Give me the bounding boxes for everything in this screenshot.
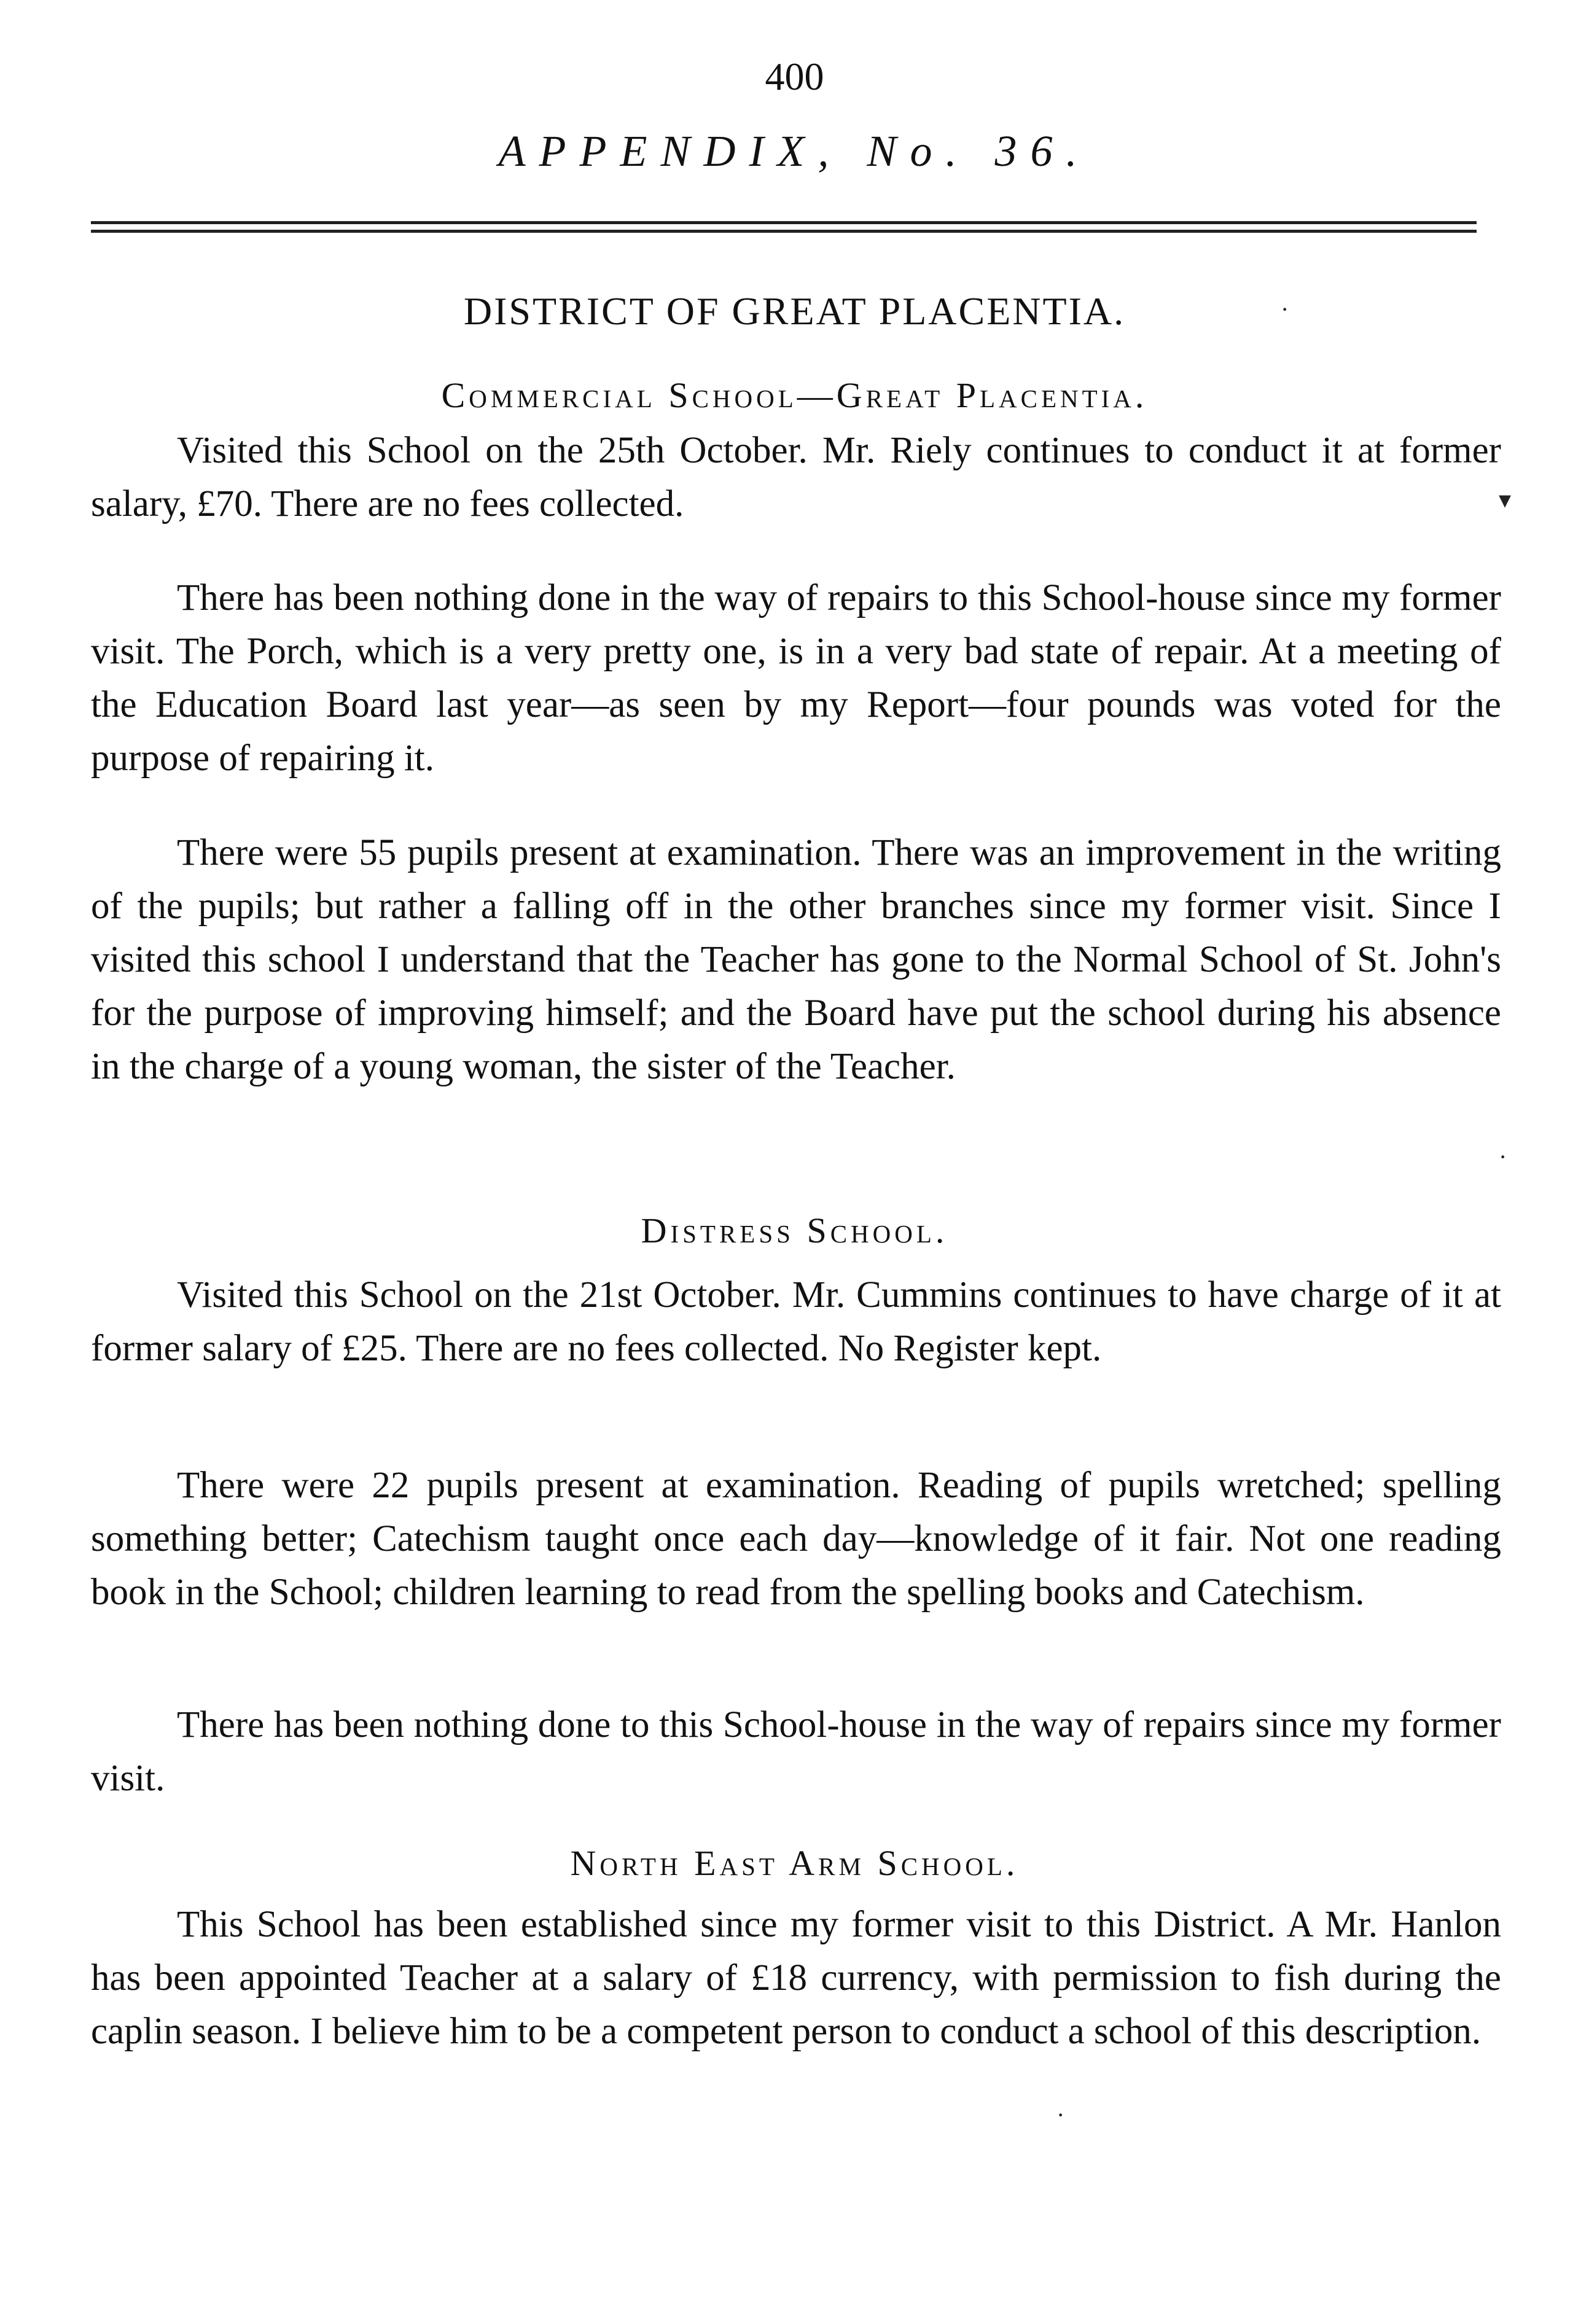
paragraph: There were 55 pupils present at examination. There was an improvement in the writing of the pupils; but rather a falling off in the other branches since my former visit. Since I visited this school I understand that the Teacher has gone to the Normal School of St. John's for the purpose of improving himself; and the Board have put the school during his absence in the charge of a young woman, the sister of the Teacher.	[91, 832, 1501, 1087]
district-title: DISTRICT OF GREAT PLACENTIA.	[463, 289, 1126, 333]
print-mark: ·	[1281, 295, 1289, 323]
print-mark: ▾	[1499, 486, 1512, 513]
appendix-title: APPENDIX, No. 36.	[498, 127, 1091, 176]
section-heading-north-east-arm-school: North East Arm School.	[570, 1843, 1019, 1883]
print-mark: ·	[1056, 2101, 1065, 2129]
paragraph: Visited this School on the 25th October. Mr. Riely continues to conduct it at former salary, £70. There are no fees collected.	[91, 430, 1501, 524]
paragraph: There has been nothing done to this School-house in the way of repairs since my former visit.	[91, 1704, 1501, 1799]
section-heading-distress-school: Distress School.	[641, 1211, 948, 1250]
section-heading-commercial-school: Commercial School—Great Placentia.	[441, 375, 1148, 415]
paragraph: There has been nothing done in the way of repairs to this School-house since my former visit. The Porch, which is a very pretty one, is in a very bad state of repair. At a meeting of the Education Board last year—as seen by my Report—four pounds was voted for the purpose of repairing it.	[91, 577, 1501, 779]
paragraph: This School has been established since my former visit to this District. A Mr. Hanlon has been appointed Teacher at a salary of £18 currency, with permission to fish during the caplin season. I believe him to be a competent person to conduct a school of this description.	[91, 1904, 1501, 2052]
page-number: 400	[765, 55, 824, 98]
header-rule-top	[91, 221, 1477, 224]
print-mark: ·	[1499, 1143, 1507, 1171]
header-rule-bottom	[91, 230, 1477, 233]
paragraph: There were 22 pupils present at examination. Reading of pupils wretched; spelling something better; Catechism taught once each day—knowledge of it fair. Not one reading book in the School; children learning to read from the spelling books and Catechism.	[91, 1465, 1501, 1613]
paragraph: Visited this School on the 21st October. Mr. Cummins continues to have charge of it at former salary of £25. There are no fees collected. No Register kept.	[91, 1274, 1501, 1369]
